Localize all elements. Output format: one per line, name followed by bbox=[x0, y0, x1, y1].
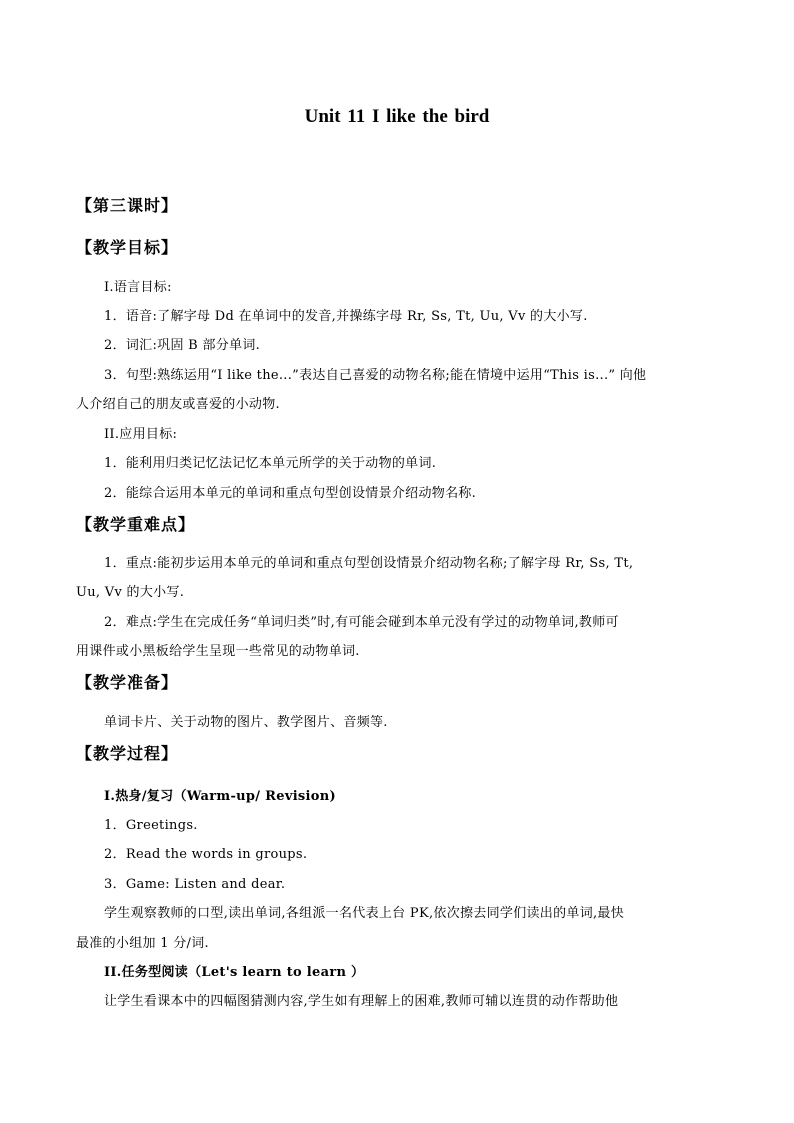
preparation-heading: 【教学准备】 bbox=[76, 673, 179, 692]
process-line: 最准的小组加 1 分/词. bbox=[76, 936, 209, 951]
process-line: 让学生看课本中的四幅图猜测内容,学生如有理解上的困难,教师可辅以连贯的动作帮助他 bbox=[104, 994, 619, 1009]
objective-line: I.语言目标: bbox=[104, 280, 172, 295]
objective-line: 1．能利用归类记忆法记忆本单元所学的关于动物的单词. bbox=[104, 456, 437, 471]
process-subheading: II.任务型阅读（Let's learn to learn ） bbox=[104, 965, 365, 980]
process-line: 1．Greetings. bbox=[104, 818, 198, 833]
process-heading: 【教学过程】 bbox=[76, 744, 179, 763]
key-point-line: Uu, Vv 的大小写. bbox=[76, 585, 185, 600]
key-point-line: 2．难点:学生在完成任务“单词归类”时,有可能会碰到本单元没有学过的动物单词,教师可 bbox=[104, 615, 619, 630]
document-title: Unit 11 I like the bird bbox=[304, 106, 490, 127]
preparation-line: 单词卡片、关于动物的图片、教学图片、音频等. bbox=[104, 715, 388, 730]
objective-line: 1．语音:了解字母 Dd 在单词中的发音,并操练字母 Rr, Ss, Tt, Uu, Vv 的大小写. bbox=[104, 309, 588, 324]
objective-line: 3．句型:熟练运用“I like the...”表达自己喜爱的动物名称;能在情境中运用“This is...” 向他 bbox=[104, 368, 647, 383]
process-line: 2．Read the words in groups. bbox=[104, 847, 308, 862]
process-line: 学生观察教师的口型,读出单词,各组派一名代表上台 PK,依次擦去同学们读出的单词,最快 bbox=[104, 906, 625, 921]
key-point-line: 1．重点:能初步运用本单元的单词和重点句型创设情景介绍动物名称;了解字母 Rr, Ss, Tt, bbox=[104, 556, 634, 571]
objective-line: 人介绍自己的朋友或喜爱的小动物. bbox=[76, 397, 280, 412]
process-subheading: I.热身/复习（Warm-up/ Revision) bbox=[104, 789, 336, 804]
objective-line: II.应用目标: bbox=[104, 427, 178, 442]
process-line: 3．Game: Listen and dear. bbox=[104, 877, 286, 892]
objective-line: 2．能综合运用本单元的单词和重点句型创设情景介绍动物名称. bbox=[104, 486, 477, 501]
objectives-heading: 【教学目标】 bbox=[76, 238, 179, 257]
lesson-heading: 【第三课时】 bbox=[76, 196, 179, 215]
key-points-heading: 【教学重难点】 bbox=[76, 515, 196, 534]
objective-line: 2．词汇:巩固 B 部分单词. bbox=[104, 338, 261, 353]
key-point-line: 用课件或小黑板给学生呈现一些常见的动物单词. bbox=[76, 644, 360, 659]
